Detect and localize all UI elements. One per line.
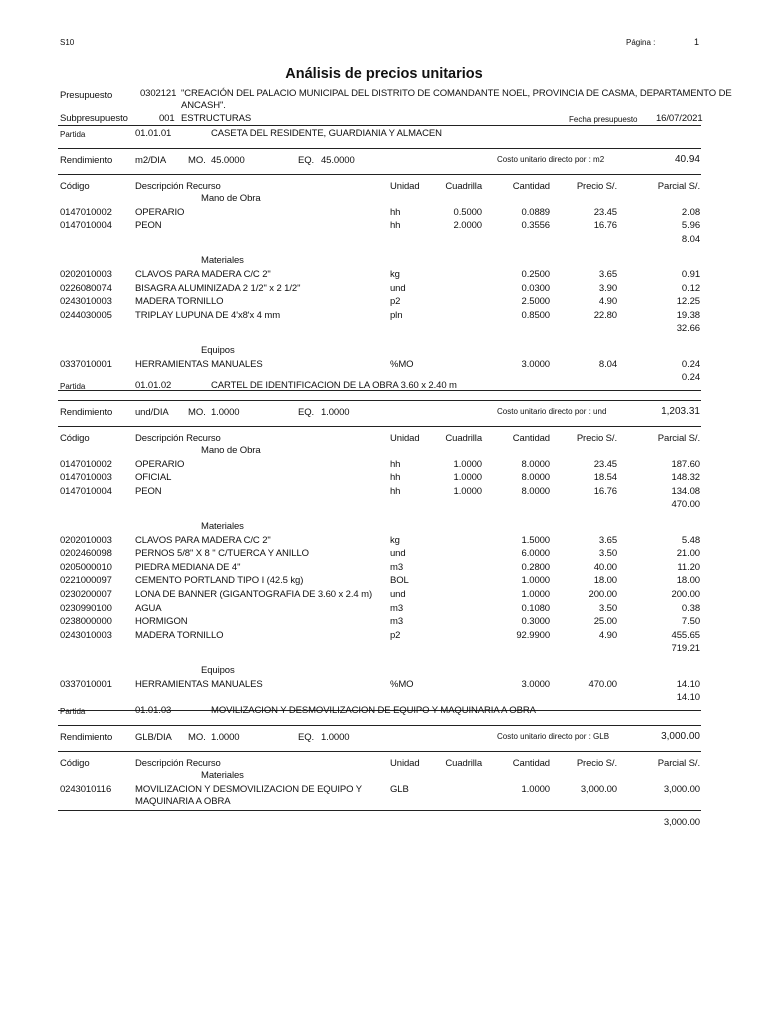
resource-code: 0337010001: [60, 678, 112, 690]
costo-value: 3,000.00: [661, 731, 700, 742]
resource-code: 0202460098: [60, 548, 112, 560]
resource-unit: hh: [390, 458, 401, 470]
resource-parcial: 148.32: [671, 472, 700, 484]
presupuesto-desc-line1: "CREACIÓN DEL PALACIO MUNICIPAL DEL DISTRITO DE COMANDANTE NOEL, PROVINCIA DE CASMA, DEPARTAMENTO DE: [181, 88, 732, 99]
mo-value: 1.0000: [211, 732, 240, 743]
resource-code: 0221000097: [60, 575, 112, 587]
resource-unit: kg: [390, 534, 400, 546]
resource-parcial: 2.08: [681, 206, 700, 218]
group-subtotal: 32.66: [676, 323, 700, 335]
resource-parcial: 14.10: [676, 678, 700, 690]
resource-precio: 3.50: [598, 548, 617, 560]
resource-cantidad: 2.5000: [521, 296, 550, 308]
col-cantidad-header: Cantidad: [512, 758, 550, 769]
resource-cantidad: 1.0000: [521, 575, 550, 587]
resource-description: CEMENTO PORTLAND TIPO I (42.5 kg): [135, 575, 304, 587]
resource-cantidad: 8.0000: [521, 485, 550, 497]
group-subtotal: 14.10: [676, 692, 700, 704]
group-heading: Mano de Obra: [201, 445, 261, 456]
page-label: Página :: [626, 38, 656, 47]
resource-cantidad: 8.0000: [521, 458, 550, 470]
col-parcial-header: Parcial S/.: [657, 181, 700, 192]
partida-name: CARTEL DE IDENTIFICACION DE LA OBRA 3.60 x 2.40 m: [211, 380, 457, 391]
resource-description: LONA DE BANNER (GIGANTOGRAFIA DE 3.60 x 2.4 m): [135, 589, 373, 600]
resource-precio: 4.90: [598, 629, 617, 641]
resource-cantidad: 0.2500: [521, 269, 550, 280]
resource-unit: BOL: [390, 575, 409, 587]
divider: [58, 810, 701, 811]
resource-cantidad: 92.9900: [516, 629, 550, 641]
resource-precio: 23.45: [593, 458, 617, 470]
divider: [58, 751, 701, 752]
resource-unit: hh: [390, 472, 401, 484]
resource-unit: %MO: [390, 358, 414, 370]
resource-description-cont: MAQUINARIA A OBRA: [135, 796, 231, 808]
resource-cantidad: 0.8500: [521, 309, 550, 321]
resource-code: 0230200007: [60, 589, 112, 600]
col-unidad-header: Unidad: [390, 758, 420, 769]
resource-cantidad: 6.0000: [521, 548, 550, 560]
resource-precio: 8.04: [598, 358, 617, 370]
resource-code: 0238000000: [60, 616, 112, 628]
fecha-value: 16/07/2021: [656, 113, 703, 124]
resource-precio: 23.45: [593, 206, 617, 218]
resource-precio: 3.65: [598, 534, 617, 546]
resource-parcial: 0.38: [681, 602, 700, 614]
divider: [58, 174, 701, 175]
resource-cantidad: 1.0000: [521, 783, 550, 795]
resource-description: HERRAMIENTAS MANUALES: [135, 358, 263, 370]
resource-precio: 18.00: [593, 575, 617, 587]
resource-code: 0337010001: [60, 358, 112, 370]
mo-label: MO.: [188, 407, 206, 418]
resource-parcial: 5.48: [681, 534, 700, 546]
partida-name: CASETA DEL RESIDENTE, GUARDIANIA Y ALMACEN: [211, 128, 442, 139]
col-cuadrilla-header: Cuadrilla: [445, 758, 482, 769]
costo-value: 40.94: [674, 154, 700, 165]
resource-code: 0147010002: [60, 206, 112, 218]
resource-unit: m3: [390, 602, 403, 614]
costo-label: Costo unitario directo por : GLB: [497, 732, 610, 741]
col-codigo-header: Código: [60, 758, 90, 769]
divider: [58, 426, 701, 427]
partida-label: Partida: [60, 382, 86, 391]
resource-parcial: 455.65: [671, 629, 700, 641]
col-cuadrilla-header: Cuadrilla: [445, 433, 482, 444]
col-cuadrilla-header: Cuadrilla: [445, 181, 482, 192]
resource-unit: m3: [390, 616, 403, 628]
presupuesto-desc-line2: ANCASH".: [181, 100, 226, 111]
resource-precio: 22.80: [593, 309, 617, 321]
resource-description: HERRAMIENTAS MANUALES: [135, 678, 263, 690]
eq-value: 45.0000: [321, 155, 355, 166]
resource-code: 0243010003: [60, 629, 112, 641]
col-cantidad-header: Cantidad: [512, 433, 550, 444]
resource-unit: und: [390, 548, 406, 560]
resource-description: CLAVOS PARA MADERA C/C 2": [135, 534, 271, 546]
partida-label: Partida: [60, 707, 86, 716]
resource-code: 0243010116: [60, 783, 112, 795]
resource-description: OFICIAL: [135, 472, 172, 484]
partida-name: MOVILIZACION Y DESMOVILIZACION DE EQUIPO Y MAQUINARIA A OBRA: [211, 705, 536, 716]
subpresupuesto-label: Subpresupuesto: [60, 113, 128, 124]
resource-precio: 3.50: [598, 602, 617, 614]
resource-description: CLAVOS PARA MADERA C/C 2": [135, 269, 271, 280]
rendimiento-unit: GLB/DIA: [135, 732, 172, 743]
col-unidad-header: Unidad: [390, 433, 420, 444]
resource-description: PEON: [135, 485, 162, 497]
resource-code: 0205000010: [60, 561, 112, 573]
resource-cantidad: 0.2800: [521, 561, 550, 573]
partida-code: 01.01.02: [135, 380, 172, 391]
resource-precio: 3.90: [598, 282, 617, 294]
resource-unit: GLB: [390, 783, 409, 795]
report-code: S10: [60, 38, 75, 47]
resource-precio: 3,000.00: [580, 783, 617, 795]
resource-parcial: 18.00: [676, 575, 700, 587]
mo-value: 45.0000: [211, 155, 245, 166]
resource-cantidad: 0.0300: [521, 282, 550, 294]
resource-cantidad: 1.0000: [521, 589, 550, 600]
resource-parcial: 7.50: [681, 616, 700, 628]
resource-unit: und: [390, 589, 406, 600]
subpresupuesto-name: ESTRUCTURAS: [181, 113, 252, 124]
resource-description: MADERA TORNILLO: [135, 629, 224, 641]
resource-cuadrilla: 1.0000: [453, 485, 482, 497]
resource-unit: p2: [390, 296, 401, 308]
col-precio-header: Precio S/.: [576, 758, 617, 769]
resource-unit: p2: [390, 629, 401, 641]
col-descripcion-header: Descripción Recurso: [135, 758, 221, 769]
partida-label: Partida: [60, 130, 86, 139]
mo-value: 1.0000: [211, 407, 240, 418]
resource-parcial: 19.38: [676, 309, 700, 321]
resource-description: HORMIGON: [135, 616, 188, 628]
resource-code: 0147010004: [60, 485, 112, 497]
page-number: 1: [694, 37, 700, 47]
resource-precio: 40.00: [593, 561, 617, 573]
resource-code: 0244030005: [60, 309, 112, 321]
resource-cantidad: 0.0889: [521, 206, 550, 218]
resource-precio: 4.90: [598, 296, 617, 308]
resource-cuadrilla: 1.0000: [453, 472, 482, 484]
subpresupuesto-code: 001: [159, 113, 175, 124]
resource-parcial: 12.25: [676, 296, 700, 308]
resource-parcial: 0.91: [681, 269, 700, 280]
group-subtotal: 0.24: [681, 372, 700, 384]
resource-unit: und: [390, 282, 406, 294]
resource-parcial: 11.20: [677, 561, 700, 573]
resource-unit: hh: [390, 206, 401, 218]
resource-precio: 470.00: [588, 678, 617, 690]
group-heading: Equipos: [201, 345, 235, 356]
group-subtotal: 470.00: [671, 499, 700, 511]
group-heading: Equipos: [201, 665, 235, 676]
page-title: Análisis de precios unitarios: [285, 66, 483, 82]
resource-precio: 3.65: [598, 269, 617, 280]
resource-unit: %MO: [390, 678, 414, 690]
resource-precio: 25.00: [593, 616, 617, 628]
resource-cantidad: 0.3556: [521, 220, 550, 232]
resource-code: 0202010003: [60, 534, 112, 546]
costo-label: Costo unitario directo por : m2: [497, 155, 605, 164]
resource-code: 0243010003: [60, 296, 112, 308]
resource-parcial: 0.12: [681, 282, 700, 294]
col-codigo-header: Código: [60, 433, 90, 444]
resource-description: MOVILIZACION Y DESMOVILIZACION DE EQUIPO Y: [135, 783, 363, 795]
mo-label: MO.: [188, 732, 206, 743]
eq-label: EQ.: [298, 732, 315, 743]
rendimiento-unit: m2/DIA: [135, 155, 167, 166]
partida-code: 01.01.01: [135, 128, 172, 139]
resource-description: OPERARIO: [135, 206, 185, 218]
costo-label: Costo unitario directo por : und: [497, 407, 607, 416]
resource-cantidad: 1.5000: [521, 534, 550, 546]
resource-code: 0147010002: [60, 458, 112, 470]
resource-code: 0202010003: [60, 269, 112, 280]
resource-parcial: 200.00: [671, 589, 700, 600]
resource-unit: kg: [390, 269, 400, 280]
col-precio-header: Precio S/.: [576, 181, 617, 192]
col-unidad-header: Unidad: [390, 181, 420, 192]
resource-code: 0230990100: [60, 602, 112, 614]
fecha-label: Fecha presupuesto: [569, 115, 638, 124]
group-heading: Mano de Obra: [201, 193, 261, 204]
group-subtotal: 719.21: [671, 643, 700, 655]
eq-value: 1.0000: [321, 732, 350, 743]
eq-label: EQ.: [298, 155, 315, 166]
col-parcial-header: Parcial S/.: [657, 758, 700, 769]
resource-cantidad: 0.3000: [521, 616, 550, 628]
group-heading: Materiales: [201, 770, 244, 781]
divider: [58, 125, 701, 126]
rendimiento-label: Rendimiento: [60, 732, 113, 743]
resource-cantidad: 3.0000: [521, 358, 550, 370]
resource-cuadrilla: 0.5000: [453, 206, 482, 218]
resource-precio: 18.54: [593, 472, 617, 484]
resource-code: 0226080074: [60, 282, 112, 294]
resource-cuadrilla: 2.0000: [453, 220, 482, 232]
rendimiento-unit: und/DIA: [135, 407, 169, 418]
presupuesto-code: 0302121: [140, 88, 177, 99]
resource-parcial: 187.60: [671, 458, 700, 470]
resource-parcial: 3,000.00: [663, 783, 700, 795]
rendimiento-label: Rendimiento: [60, 407, 113, 418]
col-descripcion-header: Descripción Recurso: [135, 433, 221, 444]
col-descripcion-header: Descripción Recurso: [135, 181, 221, 192]
group-subtotal: 8.04: [681, 233, 700, 245]
resource-unit: m3: [390, 561, 403, 573]
resource-unit: pln: [390, 309, 403, 321]
col-parcial-header: Parcial S/.: [657, 433, 700, 444]
resource-cantidad: 3.0000: [521, 678, 550, 690]
eq-value: 1.0000: [321, 407, 350, 418]
resource-description: OPERARIO: [135, 458, 185, 470]
resource-description: TRIPLAY LUPUNA DE 4'x8'x 4 mm: [135, 309, 281, 321]
mo-label: MO.: [188, 155, 206, 166]
resource-code: 0147010003: [60, 472, 112, 484]
resource-description: AGUA: [135, 602, 162, 614]
resource-description: BISAGRA ALUMINIZADA 2 1/2" x 2 1/2": [135, 282, 301, 294]
resource-description: PERNOS 5/8" X 8 " C/TUERCA Y ANILLO: [135, 548, 309, 560]
resource-description: PIEDRA MEDIANA DE 4": [135, 561, 241, 573]
resource-parcial: 0.24: [681, 358, 700, 370]
presupuesto-label: Presupuesto: [60, 90, 113, 101]
resource-cantidad: 8.0000: [521, 472, 550, 484]
resource-precio: 200.00: [588, 589, 617, 600]
col-codigo-header: Código: [60, 181, 90, 192]
resource-parcial: 5.96: [681, 220, 700, 232]
divider: [58, 725, 701, 726]
divider: [58, 148, 701, 149]
group-heading: Materiales: [201, 255, 244, 267]
col-precio-header: Precio S/.: [576, 433, 617, 444]
resource-code: 0147010004: [60, 220, 112, 232]
costo-value: 1,203.31: [661, 406, 700, 417]
resource-cuadrilla: 1.0000: [453, 458, 482, 470]
resource-precio: 16.76: [593, 220, 617, 232]
resource-unit: hh: [390, 485, 401, 497]
divider: [58, 400, 701, 401]
group-heading: Materiales: [201, 521, 244, 532]
resource-unit: hh: [390, 220, 401, 232]
partida-code: 01.01.03: [135, 705, 172, 716]
eq-label: EQ.: [298, 407, 315, 418]
resource-parcial: 21.00: [676, 548, 700, 560]
rendimiento-label: Rendimiento: [60, 155, 113, 166]
resource-description: MADERA TORNILLO: [135, 296, 224, 308]
resource-cantidad: 0.1080: [521, 602, 550, 614]
resource-precio: 16.76: [593, 485, 617, 497]
resource-description: PEON: [135, 220, 162, 232]
col-cantidad-header: Cantidad: [512, 181, 550, 192]
resource-parcial: 134.08: [671, 485, 700, 497]
group-subtotal: 3,000.00: [663, 816, 700, 828]
